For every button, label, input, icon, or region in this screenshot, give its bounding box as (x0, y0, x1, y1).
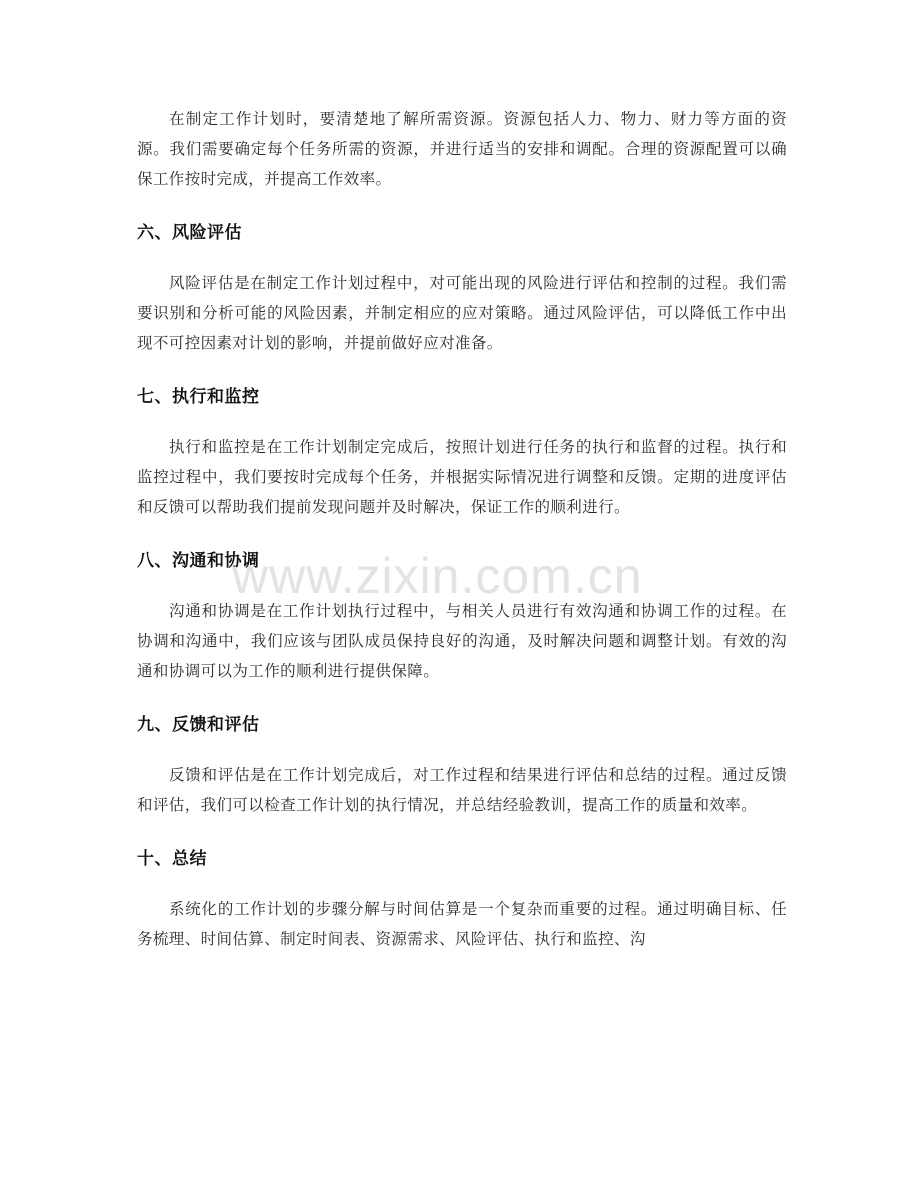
section-body-communication: 沟通和协调是在工作计划执行过程中，与相关人员进行有效沟通和协调工作的过程。在协调和沟通中，我们应该与团队成员保持良好的沟通，及时解决问题和调整计划。有效的沟通和协调可以为工作的顺利进行提供保障。 (137, 602, 787, 680)
spacer (137, 522, 787, 546)
watermark-text: www.zixin.com.cn (232, 548, 643, 604)
spacer (137, 874, 787, 894)
spacer (137, 820, 787, 844)
spacer (137, 576, 787, 596)
section-heading-summary: 十、总结 (137, 849, 207, 869)
section-body-feedback: 反馈和评估是在工作计划完成后，对工作过程和结果进行评估和总结的过程。通过反馈和评估，我们可以检查工作计划的执行情况，并总结经验教训，提高工作的质量和效率。 (137, 766, 787, 814)
spacer (137, 194, 787, 218)
section-heading-feedback: 九、反馈和评估 (137, 715, 260, 735)
spacer (137, 358, 787, 382)
section-heading-communication: 八、沟通和协调 (137, 551, 260, 571)
section-body-summary: 系统化的工作计划的步骤分解与时间估算是一个复杂而重要的过程。通过明确目标、任务梳理、时间估算、制定时间表、资源需求、风险评估、执行和监控、沟 (137, 900, 787, 948)
intro-paragraph: 在制定工作计划时，要清楚地了解所需资源。资源包括人力、物力、财力等方面的资源。我们需要确定每个任务所需的资源，并进行适当的安排和调配。合理的资源配置可以确保工作按时完成，并提高工作效率。 (137, 110, 787, 188)
spacer (137, 686, 787, 710)
section-body-risk-assessment: 风险评估是在制定工作计划过程中，对可能出现的风险进行评估和控制的过程。我们需要识别和分析可能的风险因素，并制定相应的应对策略。通过风险评估，可以降低工作中出现不可控因素对计划的影响，并提前做好应对准备。 (137, 274, 787, 352)
spacer (137, 412, 787, 432)
section-heading-execution-monitoring: 七、执行和监控 (137, 387, 260, 407)
spacer (137, 248, 787, 268)
document-body (137, 104, 787, 954)
section-heading-risk-assessment: 六、风险评估 (137, 223, 242, 243)
spacer (137, 740, 787, 760)
section-body-execution-monitoring: 执行和监控是在工作计划制定完成后，按照计划进行任务的执行和监督的过程。执行和监控过程中，我们要按时完成每个任务，并根据实际情况进行调整和反馈。定期的进度评估和反馈可以帮助我们提前发现问题并及时解决，保证工作的顺利进行。 (137, 438, 787, 516)
